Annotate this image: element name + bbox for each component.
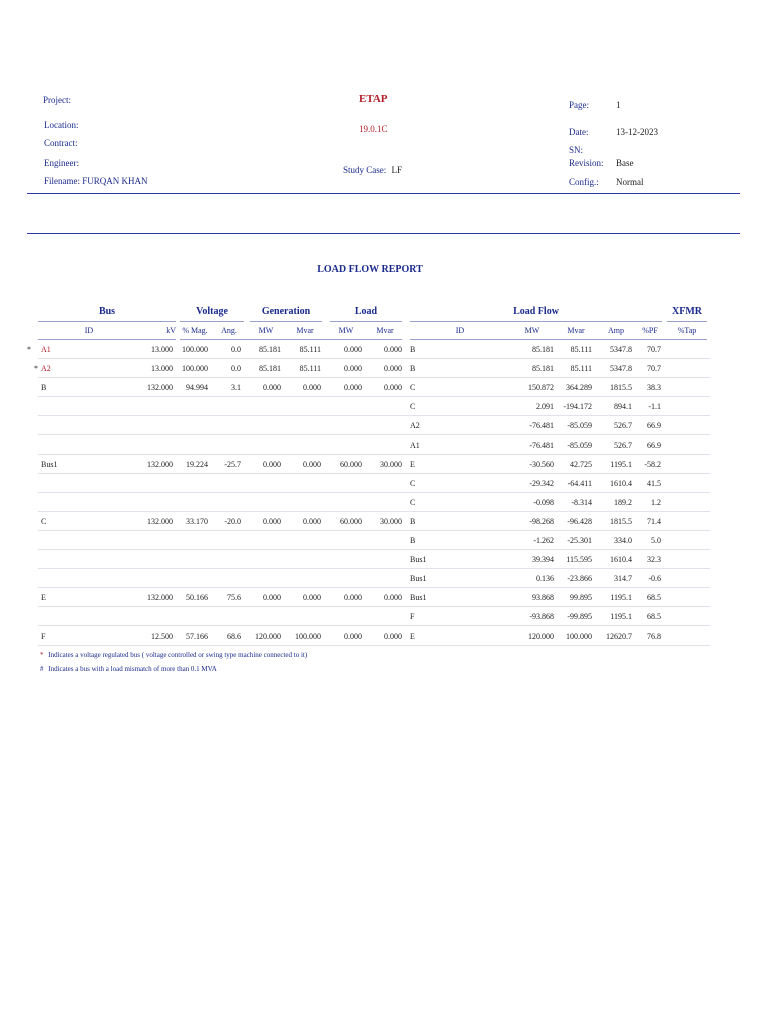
cell-lf-mvar: -23.866 <box>567 574 592 583</box>
filename-value: FURQAN KHAN <box>82 176 148 186</box>
col-gen-mw: MW <box>258 326 274 335</box>
filename-label: Filename: <box>44 176 80 186</box>
cell-amp: 5347.8 <box>610 364 632 373</box>
date-label: Date: <box>569 127 589 137</box>
cell-bus-id: F <box>41 632 46 641</box>
cell-amp: 189.2 <box>614 498 632 507</box>
sn-label: SN: <box>569 145 584 155</box>
divider <box>180 339 402 340</box>
cell-amp: 526.7 <box>614 441 632 450</box>
cell-lf-id: B <box>410 364 416 373</box>
row-divider <box>38 473 710 474</box>
header-rule-top <box>27 193 740 194</box>
cell-gen-mvar: 0.000 <box>303 383 321 392</box>
divider <box>667 321 707 322</box>
cell-lf-mvar: -194.172 <box>563 402 592 411</box>
row-divider <box>38 454 710 455</box>
cell-lf-mvar: 42.725 <box>570 460 592 469</box>
date-value: 13-12-2023 <box>616 127 658 137</box>
row-divider <box>38 568 710 569</box>
cell-gen-mvar: 0.000 <box>303 460 321 469</box>
config-label: Config.: <box>569 177 599 187</box>
cell-amp: 1610.4 <box>610 479 632 488</box>
cell-lf-mw: -1.262 <box>533 536 554 545</box>
cell-bus-id: E <box>41 593 46 602</box>
note-marker: # <box>40 665 44 673</box>
cell-bus-id: B <box>41 383 47 392</box>
divider <box>38 339 176 340</box>
row-divider <box>38 549 710 550</box>
cell-lf-mw: 0.136 <box>536 574 554 583</box>
regulated-bus-marker: * <box>27 345 31 354</box>
cell-lf-mw: 120.000 <box>528 632 554 641</box>
cell-load-mw: 0.000 <box>344 364 362 373</box>
cell-lf-mvar: 99.895 <box>570 593 592 602</box>
study-case <box>343 165 402 175</box>
divider <box>180 321 244 322</box>
col-ang: Ang. <box>221 326 237 335</box>
cell-lf-mvar: -85.059 <box>567 421 592 430</box>
cell-load-mw: 0.000 <box>344 632 362 641</box>
cell-lf-id: B <box>410 345 416 354</box>
cell-bus-id: A1 <box>41 345 51 354</box>
group-generation: Generation <box>261 306 311 317</box>
cell-pf: 66.9 <box>647 421 661 430</box>
cell-pf: 32.3 <box>647 555 661 564</box>
cell-lf-id: F <box>410 612 415 621</box>
cell-load-mvar: 0.000 <box>384 383 402 392</box>
cell-pf: 41.5 <box>647 479 661 488</box>
row-divider <box>38 530 710 531</box>
cell-lf-id: C <box>410 479 416 488</box>
cell-mag: 100.000 <box>182 364 208 373</box>
cell-lf-mvar: -96.428 <box>567 517 592 526</box>
report-title: LOAD FLOW REPORT <box>317 264 423 275</box>
col-load-mw: MW <box>338 326 354 335</box>
col-pf: %PF <box>642 326 658 335</box>
divider <box>38 321 176 322</box>
cell-gen-mw: 0.000 <box>263 517 281 526</box>
cell-kv: 13.000 <box>151 345 173 354</box>
cell-load-mw: 0.000 <box>344 593 362 602</box>
cell-lf-id: C <box>410 498 416 507</box>
col-load-mvar: Mvar <box>376 326 394 335</box>
cell-pf: -58.2 <box>644 460 661 469</box>
group-load-flow: Load Flow <box>513 306 559 317</box>
cell-kv: 132.000 <box>147 383 173 392</box>
cell-load-mvar: 0.000 <box>384 632 402 641</box>
cell-amp: 12620.7 <box>606 632 632 641</box>
row-divider <box>38 511 710 512</box>
cell-load-mvar: 0.000 <box>384 345 402 354</box>
cell-mag: 33.170 <box>186 517 208 526</box>
cell-amp: 314.7 <box>614 574 632 583</box>
cell-pf: 70.7 <box>647 345 661 354</box>
cell-bus-id: A2 <box>41 364 51 373</box>
group-xfmr: XFMR <box>672 306 702 317</box>
page-value: 1 <box>616 100 621 110</box>
cell-amp: 1815.5 <box>610 517 632 526</box>
cell-gen-mw: 120.000 <box>255 632 281 641</box>
cell-ang: 0.0 <box>231 364 241 373</box>
row-divider <box>38 377 710 378</box>
cell-bus-id: C <box>41 517 47 526</box>
note-load-mismatch <box>40 665 217 673</box>
cell-lf-id: Bus1 <box>410 574 427 583</box>
cell-load-mvar: 30.000 <box>380 460 402 469</box>
app-name: ETAP <box>359 93 388 105</box>
cell-gen-mvar: 0.000 <box>303 517 321 526</box>
cell-pf: 70.7 <box>647 364 661 373</box>
col-lf-mw: MW <box>524 326 540 335</box>
cell-ang: -20.0 <box>224 517 241 526</box>
cell-amp: 1195.1 <box>610 593 632 602</box>
divider <box>250 321 322 322</box>
cell-lf-mw: -76.481 <box>529 421 554 430</box>
cell-lf-mw: -29.342 <box>529 479 554 488</box>
revision-value: Base <box>616 158 634 168</box>
cell-load-mw: 60.000 <box>340 460 362 469</box>
cell-lf-mvar: 85.111 <box>570 345 592 354</box>
cell-load-mw: 60.000 <box>340 517 362 526</box>
cell-ang: 0.0 <box>231 345 241 354</box>
cell-lf-id: A1 <box>410 441 420 450</box>
cell-lf-mw: 2.091 <box>536 402 554 411</box>
cell-lf-mw: -93.868 <box>529 612 554 621</box>
cell-mag: 57.166 <box>186 632 208 641</box>
cell-lf-mvar: -99.895 <box>567 612 592 621</box>
revision-label: Revision: <box>569 158 604 168</box>
contract-label: Contract: <box>44 138 78 148</box>
note-text: Indicates a voltage regulated bus ( voltage controlled or swing type machine connected to it) <box>48 651 308 659</box>
cell-lf-id: Bus1 <box>410 555 427 564</box>
study-case-value: LF <box>391 165 403 175</box>
cell-pf: 66.9 <box>647 441 661 450</box>
cell-pf: -1.1 <box>648 402 661 411</box>
divider <box>410 339 707 340</box>
cell-amp: 1195.1 <box>610 612 632 621</box>
cell-kv: 132.000 <box>147 517 173 526</box>
cell-lf-mw: 39.394 <box>532 555 554 564</box>
cell-pf: 1.2 <box>651 498 661 507</box>
cell-lf-mvar: -64.411 <box>567 479 592 488</box>
cell-lf-mw: 93.868 <box>532 593 554 602</box>
filename-field <box>44 176 148 186</box>
cell-ang: -25.7 <box>224 460 241 469</box>
cell-load-mvar: 0.000 <box>384 364 402 373</box>
cell-lf-mvar: 85.111 <box>570 364 592 373</box>
cell-lf-mw: 85.181 <box>532 364 554 373</box>
row-divider <box>38 396 710 397</box>
cell-pf: 71.4 <box>647 517 661 526</box>
row-divider <box>38 587 710 588</box>
divider <box>410 321 662 322</box>
row-divider <box>38 358 710 359</box>
note-text: Indicates a bus with a load mismatch of more than 0.1 MVA <box>48 665 217 673</box>
cell-lf-id: C <box>410 402 416 411</box>
regulated-bus-marker: * <box>34 364 38 373</box>
cell-pf: 68.5 <box>647 612 661 621</box>
cell-lf-mvar: -25.301 <box>567 536 592 545</box>
cell-lf-mw: -76.481 <box>529 441 554 450</box>
app-version: 19.0.1C <box>359 124 388 134</box>
note-voltage-regulated <box>40 651 307 659</box>
page-label: Page: <box>569 100 589 110</box>
cell-lf-mvar: -8.314 <box>571 498 592 507</box>
row-divider <box>38 625 710 626</box>
cell-lf-id: Bus1 <box>410 593 427 602</box>
note-marker: * <box>40 651 44 659</box>
cell-lf-id: A2 <box>410 421 420 430</box>
cell-amp: 1815.5 <box>610 383 632 392</box>
cell-kv: 132.000 <box>147 460 173 469</box>
col-kv: kV <box>166 326 176 335</box>
col-gen-mvar: Mvar <box>296 326 314 335</box>
cell-gen-mvar: 0.000 <box>303 593 321 602</box>
cell-amp: 526.7 <box>614 421 632 430</box>
cell-lf-mw: 150.872 <box>528 383 554 392</box>
cell-kv: 132.000 <box>147 593 173 602</box>
cell-ang: 68.6 <box>227 632 241 641</box>
cell-lf-id: B <box>410 517 416 526</box>
cell-amp: 1195.1 <box>610 460 632 469</box>
cell-lf-mvar: 364.289 <box>566 383 592 392</box>
group-voltage: Voltage <box>196 306 228 317</box>
cell-gen-mw: 0.000 <box>263 383 281 392</box>
study-case-label: Study Case: <box>343 165 387 175</box>
cell-gen-mvar: 85.111 <box>299 364 321 373</box>
cell-lf-mw: 85.181 <box>532 345 554 354</box>
cell-mag: 100.000 <box>182 345 208 354</box>
cell-mag: 94.994 <box>186 383 208 392</box>
header-rule-bottom <box>27 233 740 234</box>
cell-amp: 334.0 <box>614 536 632 545</box>
divider <box>330 321 402 322</box>
cell-lf-id: E <box>410 460 415 469</box>
cell-mag: 50.166 <box>186 593 208 602</box>
cell-amp: 1610.4 <box>610 555 632 564</box>
cell-lf-mvar: 100.000 <box>566 632 592 641</box>
cell-gen-mvar: 85.111 <box>299 345 321 354</box>
col-amp: Amp <box>608 326 624 335</box>
cell-pf: 76.8 <box>647 632 661 641</box>
engineer-label: Engineer: <box>44 158 79 168</box>
group-bus: Bus <box>98 306 116 317</box>
row-divider <box>38 492 710 493</box>
cell-amp: 894.1 <box>614 402 632 411</box>
cell-lf-mw: -98.268 <box>529 517 554 526</box>
cell-ang: 3.1 <box>231 383 241 392</box>
row-divider <box>38 415 710 416</box>
cell-load-mw: 0.000 <box>344 345 362 354</box>
group-load: Load <box>354 306 378 317</box>
col-bus-id: ID <box>84 326 94 335</box>
cell-kv: 12.500 <box>151 632 173 641</box>
cell-lf-id: C <box>410 383 416 392</box>
project-label: Project: <box>43 95 71 105</box>
row-divider <box>38 645 710 646</box>
col-lf-id: ID <box>455 326 465 335</box>
cell-load-mvar: 0.000 <box>384 593 402 602</box>
cell-lf-mvar: 115.595 <box>566 555 592 564</box>
cell-gen-mw: 85.181 <box>259 345 281 354</box>
cell-lf-mw: -30.560 <box>529 460 554 469</box>
config-value: Normal <box>616 177 644 187</box>
cell-gen-mw: 85.181 <box>259 364 281 373</box>
row-divider <box>38 434 710 435</box>
cell-ang: 75.6 <box>227 593 241 602</box>
cell-pf: 38.3 <box>647 383 661 392</box>
row-divider <box>38 606 710 607</box>
location-label: Location: <box>44 120 79 130</box>
col-mag: % Mag. <box>182 326 208 335</box>
cell-kv: 13.000 <box>151 364 173 373</box>
cell-lf-id: E <box>410 632 415 641</box>
cell-load-mw: 0.000 <box>344 383 362 392</box>
cell-gen-mw: 0.000 <box>263 593 281 602</box>
cell-pf: 68.5 <box>647 593 661 602</box>
cell-amp: 5347.8 <box>610 345 632 354</box>
cell-lf-id: B <box>410 536 416 545</box>
cell-lf-mvar: -85.059 <box>567 441 592 450</box>
cell-mag: 19.224 <box>186 460 208 469</box>
cell-gen-mvar: 100.000 <box>295 632 321 641</box>
cell-pf: -0.6 <box>648 574 661 583</box>
cell-lf-mw: -0.098 <box>533 498 554 507</box>
col-lf-mvar: Mvar <box>567 326 585 335</box>
col-tap: %Tap <box>677 326 697 335</box>
cell-load-mvar: 30.000 <box>380 517 402 526</box>
cell-bus-id: Bus1 <box>41 460 58 469</box>
cell-gen-mw: 0.000 <box>263 460 281 469</box>
cell-pf: 5.0 <box>651 536 661 545</box>
